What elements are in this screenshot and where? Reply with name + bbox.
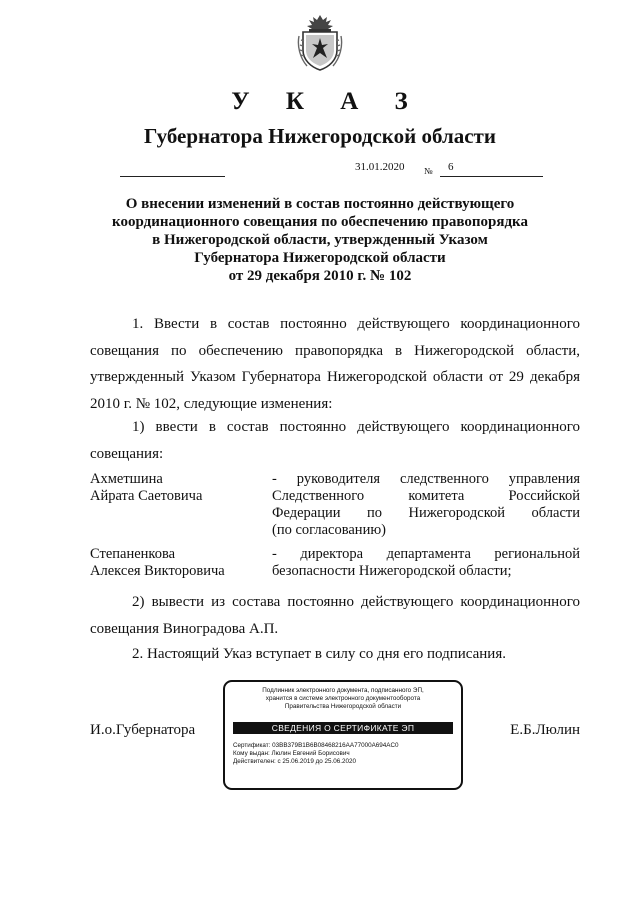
signatory-position: И.о.Губернатора <box>90 722 196 738</box>
paragraph-1-1 <box>90 414 580 467</box>
paragraph-line: совещания по обеспечению правопорядка в Нижегородской области, <box>90 342 580 359</box>
number-sign: № <box>424 166 433 176</box>
document-date: 31.01.2020 <box>355 161 405 173</box>
title-line: в Нижегородской области, утвержденный Указом <box>152 232 488 248</box>
document-type-heading: У К А З <box>231 88 423 115</box>
stamp-header <box>225 687 461 711</box>
member-surname: Ахметшина <box>90 471 163 487</box>
paragraph-line: 2. Настоящий Указ вступает в силу со дня его подписания. <box>132 646 506 662</box>
coat-of-arms-emblem <box>297 14 343 72</box>
description-line: Следственного комитета Российской <box>272 488 580 504</box>
description-line: - директора департамента региональной <box>272 546 580 562</box>
stamp-certificate-info <box>233 742 399 766</box>
paragraph-line: совещания: <box>90 445 164 462</box>
member-name <box>90 471 202 505</box>
title-line: О внесении изменений в состав постоянно действующего <box>125 196 515 212</box>
document-number: 6 <box>448 161 454 173</box>
stamp-certificate-number: Сертификат: 03BB379B1B6B08468216AA77000A694AC0 <box>233 742 399 749</box>
description-line: - руководителя следственного управления <box>272 471 580 487</box>
paragraph-line: 1) ввести в состав постоянно действующего координационного <box>132 419 580 435</box>
member-description <box>272 471 580 539</box>
description-line: (по согласованию) <box>272 522 386 538</box>
issuer-heading: Губернатора Нижегородской области <box>144 124 496 148</box>
paragraph-line: 2) вывести из состава постоянно действующего координационного <box>132 594 580 610</box>
member-description <box>272 546 580 580</box>
paragraph-line: утвержденный Указом Губернатора Нижегородской области от 29 декабря <box>90 369 580 385</box>
date-underline-left <box>120 176 225 177</box>
paragraph-line: совещания Виноградова А.П. <box>90 620 279 637</box>
member-surname: Степаненкова <box>90 546 176 562</box>
title-line: Губернатора Нижегородской области <box>194 250 446 266</box>
description-line: Федерации по Нижегородской области <box>272 505 580 521</box>
document-title <box>80 195 560 285</box>
member-name <box>90 546 225 580</box>
member-given-names: Айрата Саетовича <box>90 488 203 504</box>
title-line: координационного совещания по обеспечению правопорядка <box>112 214 528 230</box>
paragraph-2 <box>90 641 580 668</box>
paragraph-line: 1. Ввести в состав постоянно действующего координационного <box>132 316 580 332</box>
paragraph-1 <box>90 311 580 417</box>
title-line: от 29 декабря 2010 г. № 102 <box>228 268 412 284</box>
stamp-validity: Действителен: с 25.06.2019 до 25.06.2020 <box>233 758 357 765</box>
stamp-issued-to: Кому выдан: Люлин Евгений Борисович <box>233 750 350 757</box>
stamp-header-line: Подлинник электронного документа, подписанного ЭП, <box>262 687 424 694</box>
stamp-certificate-bar: СВЕДЕНИЯ О СЕРТИФИКАТЕ ЭП <box>233 722 453 734</box>
number-underline <box>440 176 543 177</box>
paragraph-1-2 <box>90 589 580 642</box>
electronic-signature-stamp <box>223 680 463 790</box>
signatory-name: Е.Б.Люлин <box>510 722 580 738</box>
paragraph-line: 2010 г. № 102, следующие изменения: <box>90 395 333 412</box>
member-given-names: Алексея Викторовича <box>90 563 225 579</box>
stamp-header-line: хранится в системе электронного документооборота <box>265 695 421 702</box>
stamp-header-line: Правительства Нижегородской области <box>284 703 402 710</box>
description-line: безопасности Нижегородской области; <box>272 563 512 579</box>
